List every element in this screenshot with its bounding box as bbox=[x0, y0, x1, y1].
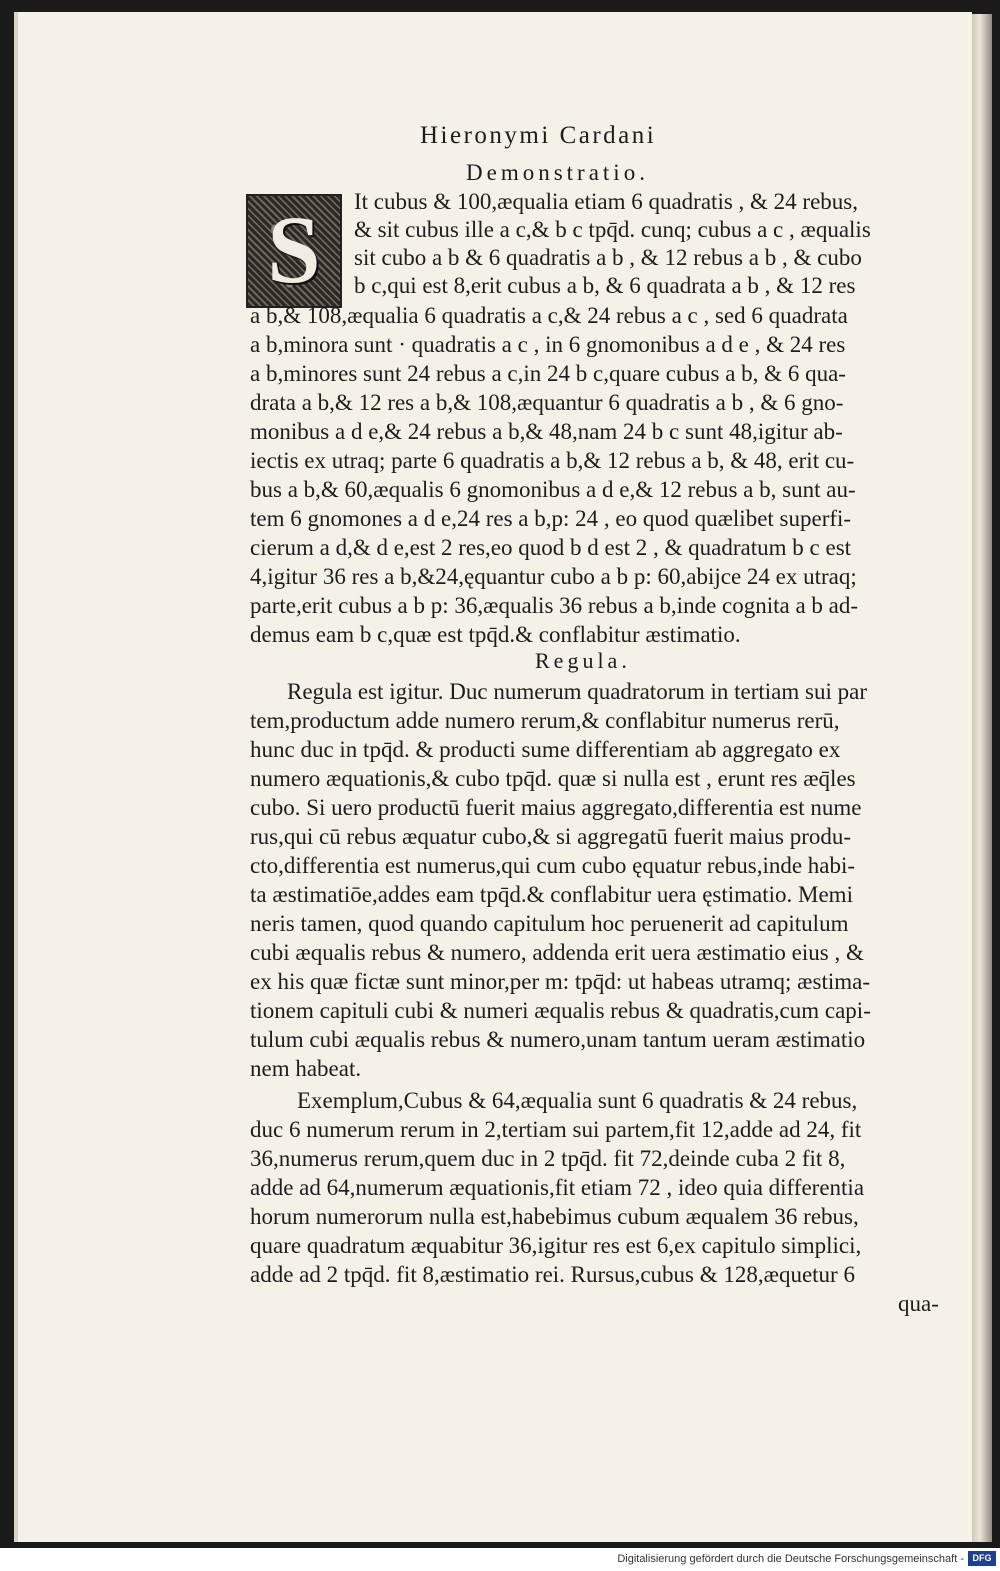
text-line: cubo. Si uero productū fuerit maius aggregato,differentia est nume bbox=[250, 795, 862, 820]
drop-initial-ornament bbox=[246, 194, 342, 308]
catchword: qua- bbox=[898, 1291, 939, 1316]
text-line: 4,igitur 36 res a b,&24,ęquantur cubo a b p: 60,abijce 24 ex utraq; bbox=[250, 564, 857, 589]
text-line: horum numerorum nulla est,habebimus cubum æqualem 36 rebus, bbox=[250, 1204, 859, 1229]
text-line: quare quadratum æquabitur 36,igitur res est 6,ex capitulo simplici, bbox=[250, 1233, 862, 1258]
text-line: tem 6 gnomones a d e,24 res a b,p: 24 , eo quod quælibet superfi- bbox=[250, 506, 852, 531]
dfg-logo: DFG bbox=[968, 1551, 996, 1566]
text-line: parte,erit cubus a b p: 36,æqualis 36 rebus a b,inde cognita a b ad- bbox=[250, 593, 859, 618]
text-line: b c,qui est 8,erit cubus a b, & 6 quadrata a b , & 12 res bbox=[354, 273, 856, 298]
text-line: a b,minora sunt · quadratis a c , in 6 gnomonibus a d e , & 24 res bbox=[250, 332, 846, 357]
text-line: adde ad 2 tpq̄d. fit 8,æstimatio rei. Rursus,cubus & 128,æquetur 6 bbox=[250, 1262, 855, 1287]
text-line: It cubus & 100,æqualia etiam 6 quadratis , & 24 rebus, bbox=[354, 189, 858, 214]
text-line: nem habeat. bbox=[250, 1056, 362, 1081]
text-line: cto,differentia est numerus,qui cum cubo ęquatur rebus,inde habi- bbox=[250, 853, 856, 878]
text-line: duc 6 numerum rerum in 2,tertiam sui partem,fit 12,adde ad 24, fit bbox=[250, 1117, 862, 1142]
text-line: neris tamen, quod quando capitulum hoc peruenerit ad capitulum bbox=[250, 911, 849, 936]
text-line: ta æstimatiōe,addes eam tpq̄d.& conflabitur uera ęstimatio. Memi bbox=[250, 882, 853, 907]
text-line: sit cubo a b & 6 quadratis a b , & 12 rebus a b , & cubo bbox=[354, 245, 862, 270]
text-line: cierum a d,& d e,est 2 res,eo quod b d est 2 , & quadratum b c est bbox=[250, 535, 852, 560]
text-line: a b,minores sunt 24 rebus a c,in 24 b c,quare cubus a b, & 6 qua- bbox=[250, 361, 846, 386]
text-line: tulum cubi æqualis rebus & numero,unam tantum ueram æstimatio bbox=[250, 1027, 866, 1052]
text-line: Exemplum,Cubus & 64,æqualia sunt 6 quadratis & 24 rebus, bbox=[297, 1088, 858, 1113]
text-line: Regula est igitur. Duc numerum quadratorum in tertiam sui par bbox=[287, 679, 867, 704]
text-line: tem,productum adde numero rerum,& conflabitur numerus rerū, bbox=[250, 708, 840, 733]
text-line: monibus a d e,& 24 rebus a b,& 48,nam 24 b c sunt 48,igitur ab- bbox=[250, 419, 843, 444]
footer-credit: Digitalisierung gefördert durch die Deutsche Forschungsgemeinschaft - bbox=[617, 1553, 964, 1565]
text-line: bus a b,& 60,æqualis 6 gnomonibus a d e,& 12 rebus a b, sunt au- bbox=[250, 477, 856, 502]
text-line: 36,numerus rerum,quem duc in 2 tpq̄d. fit 72,deinde cuba 2 fit 8, bbox=[250, 1146, 846, 1171]
text-line: cubi æqualis rebus & numero, addenda erit uera æstimatio eius , & bbox=[250, 940, 864, 965]
text-line: hunc duc in tpq̄d. & producti sume differentiam ab aggregato ex bbox=[250, 737, 841, 762]
text-line: adde ad 64,numerum æquationis,fit etiam 72 , ideo quia differentia bbox=[250, 1175, 865, 1200]
drop-initial-letter: S bbox=[267, 196, 321, 303]
text-line: rus,qui cū rebus æquatur cubo,& si aggregatū fuerit maius produ- bbox=[250, 824, 852, 849]
section-title-demonstratio: Demonstratio. bbox=[466, 160, 649, 185]
text-line: drata a b,& 12 res a b,& 108,æquantur 6 quadratis a b , & 6 gno- bbox=[250, 390, 844, 415]
text-line: & sit cubus ille a c,& b c tpq̄d. cunq; cubus a c , æqualis bbox=[354, 217, 871, 242]
text-line: ex his quæ fictæ sunt minor,per m: tpq̄d: ut habeas utramq; æstima- bbox=[250, 969, 871, 994]
running-head: Hieronymi Cardani bbox=[420, 122, 657, 149]
text-line: numero æquationis,& cubo tpq̄d. quæ si nulla est , erunt res æq̄les bbox=[250, 766, 856, 791]
text-line: tionem capituli cubi & numeri æqualis rebus & quadratis,cum capi- bbox=[250, 998, 871, 1023]
text-line: a b,& 108,æqualia 6 quadratis a c,& 24 rebus a c , sed 6 quadrata bbox=[250, 303, 848, 328]
section-title-regula: Regula. bbox=[535, 648, 631, 673]
page-edge bbox=[972, 14, 992, 1542]
text-line: iectis ex utraq; parte 6 quadratis a b,& 12 rebus a b, & 48, erit cu- bbox=[250, 448, 855, 473]
text-line: demus eam b c,quæ est tpq̄d.& conflabitur æstimatio. bbox=[250, 622, 741, 647]
